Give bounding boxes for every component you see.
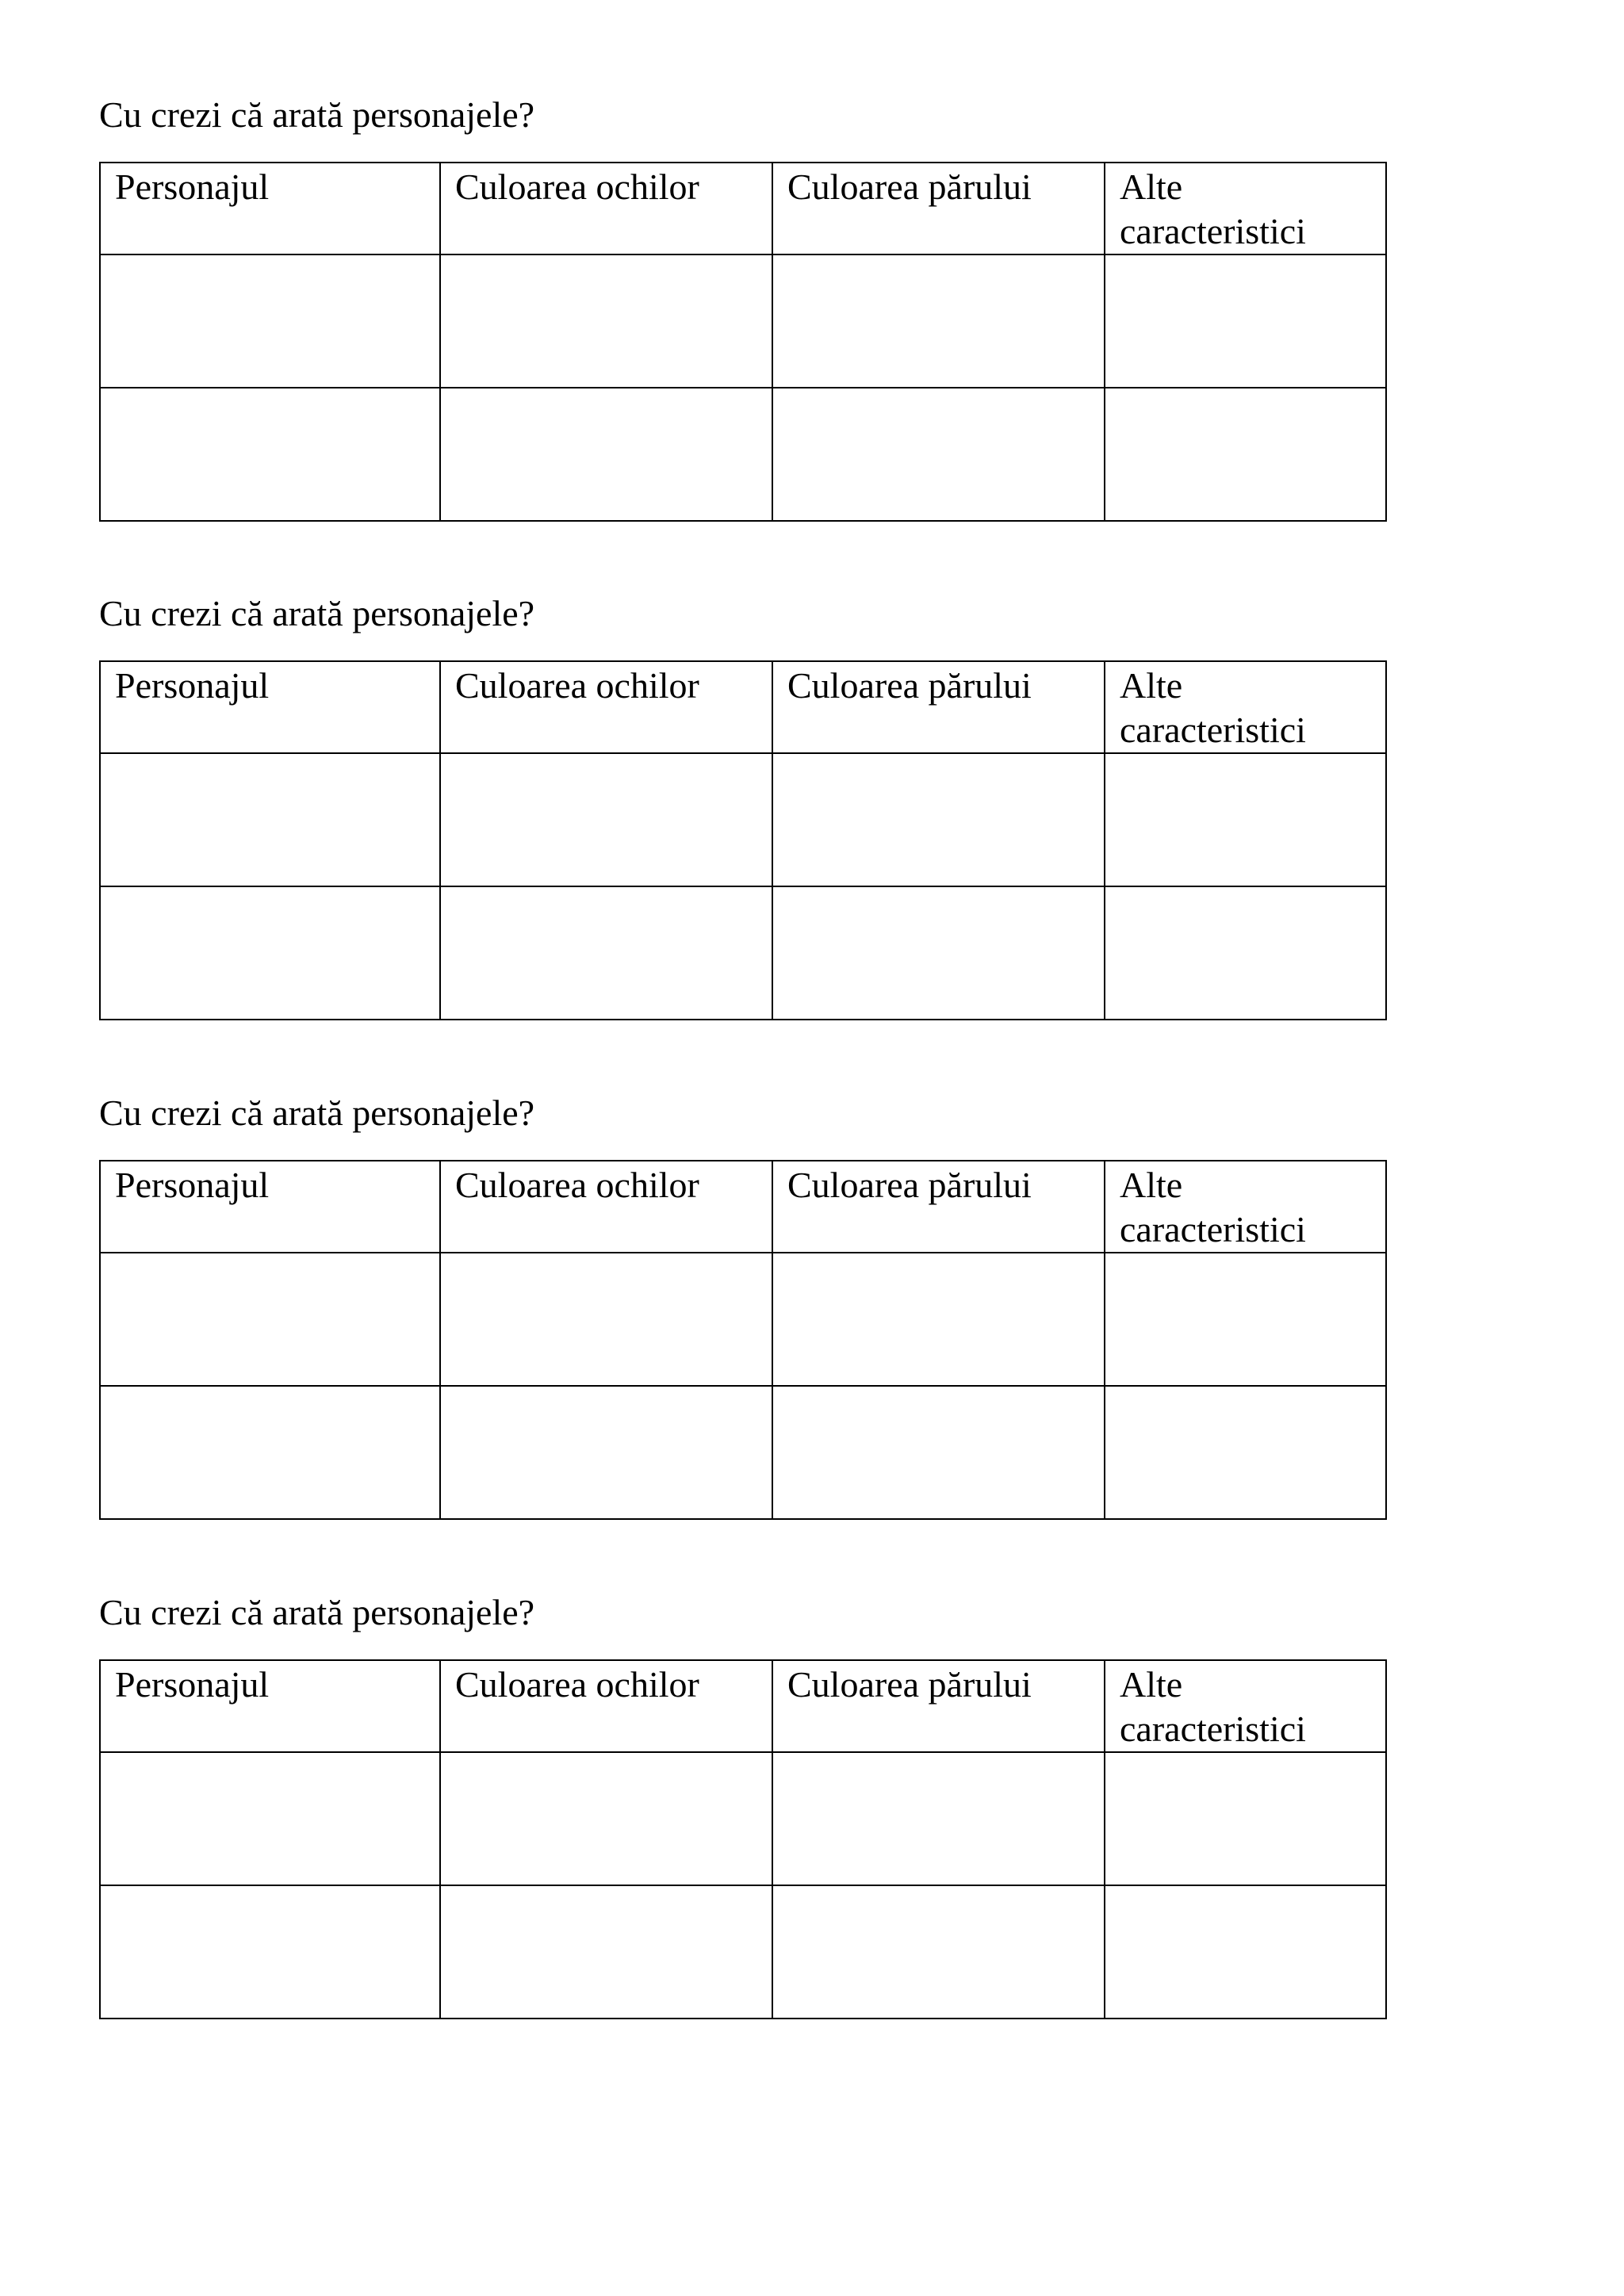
blank-cell[interactable]: [440, 753, 772, 886]
table-row: [100, 1253, 1386, 1386]
header-personajul: Personajul: [115, 1165, 270, 1205]
header-culoarea-parului: Culoarea părului: [787, 1165, 1032, 1205]
header-culoarea-ochilor: Culoarea ochilor: [455, 1165, 699, 1205]
header-culoarea-parului: Culoarea părului: [787, 166, 1032, 207]
header-cell: [440, 1660, 772, 1752]
blank-cell[interactable]: [1105, 388, 1386, 521]
header-cell: [100, 163, 440, 254]
header-alte-caracteristici: Alte caracteristici: [1120, 1165, 1306, 1249]
section-title: Cu crezi că arată personajele?: [99, 1093, 535, 1133]
header-cell: [772, 1660, 1105, 1752]
header-cell: [440, 163, 772, 254]
header-personajul: Personajul: [115, 166, 270, 207]
blank-cell[interactable]: [100, 1386, 440, 1519]
table-header-row: [100, 163, 1386, 254]
header-cell: [772, 1161, 1105, 1253]
blank-cell[interactable]: [1105, 1253, 1386, 1386]
header-culoarea-parului: Culoarea părului: [787, 665, 1032, 706]
header-alte-caracteristici: Alte caracteristici: [1120, 1664, 1306, 1749]
blank-cell[interactable]: [100, 388, 440, 521]
table-row: [100, 886, 1386, 1020]
blank-cell[interactable]: [772, 753, 1105, 886]
section-title: Cu crezi că arată personajele?: [99, 94, 535, 135]
table-row: [100, 1386, 1386, 1519]
blank-cell[interactable]: [440, 254, 772, 388]
blank-cell[interactable]: [100, 1885, 440, 2019]
header-cell: [440, 661, 772, 753]
table-header-row: [100, 1660, 1386, 1752]
header-alte-caracteristici: Alte caracteristici: [1120, 665, 1306, 750]
character-table: [99, 162, 1387, 522]
blank-cell[interactable]: [100, 254, 440, 388]
blank-cell[interactable]: [100, 1253, 440, 1386]
blank-cell[interactable]: [772, 1752, 1105, 1885]
blank-cell[interactable]: [440, 886, 772, 1020]
header-culoarea-parului: Culoarea părului: [787, 1664, 1032, 1705]
blank-cell[interactable]: [772, 388, 1105, 521]
header-cell: [100, 1660, 440, 1752]
table-row: [100, 1885, 1386, 2019]
header-cell: [440, 1161, 772, 1253]
section-title: Cu crezi că arată personajele?: [99, 1592, 535, 1632]
header-personajul: Personajul: [115, 1664, 270, 1705]
blank-cell[interactable]: [440, 1752, 772, 1885]
blank-cell[interactable]: [440, 1253, 772, 1386]
header-cell: [100, 661, 440, 753]
header-cell: [1105, 661, 1386, 753]
character-table: [99, 1160, 1387, 1520]
blank-cell[interactable]: [100, 753, 440, 886]
blank-cell[interactable]: [1105, 1752, 1386, 1885]
blank-cell[interactable]: [440, 388, 772, 521]
header-culoarea-ochilor: Culoarea ochilor: [455, 665, 699, 706]
header-cell: [1105, 1161, 1386, 1253]
header-cell: [772, 163, 1105, 254]
table-row: [100, 753, 1386, 886]
blank-cell[interactable]: [440, 1386, 772, 1519]
blank-cell[interactable]: [772, 886, 1105, 1020]
blank-cell[interactable]: [772, 1386, 1105, 1519]
header-cell: [1105, 1660, 1386, 1752]
header-cell: [100, 1161, 440, 1253]
header-cell: [772, 661, 1105, 753]
blank-cell[interactable]: [100, 886, 440, 1020]
blank-cell[interactable]: [1105, 1386, 1386, 1519]
blank-cell[interactable]: [100, 1752, 440, 1885]
character-table: [99, 1659, 1387, 2019]
blank-cell[interactable]: [1105, 254, 1386, 388]
blank-cell[interactable]: [1105, 1885, 1386, 2019]
header-alte-caracteristici: Alte caracteristici: [1120, 166, 1306, 251]
header-culoarea-ochilor: Culoarea ochilor: [455, 1664, 699, 1705]
table-header-row: [100, 661, 1386, 753]
header-culoarea-ochilor: Culoarea ochilor: [455, 166, 699, 207]
table-row: [100, 1752, 1386, 1885]
header-cell: [1105, 163, 1386, 254]
table-row: [100, 254, 1386, 388]
table-header-row: [100, 1161, 1386, 1253]
blank-cell[interactable]: [772, 1253, 1105, 1386]
blank-cell[interactable]: [1105, 753, 1386, 886]
header-personajul: Personajul: [115, 665, 270, 706]
character-table: [99, 660, 1387, 1020]
blank-cell[interactable]: [772, 1885, 1105, 2019]
table-row: [100, 388, 1386, 521]
section-title: Cu crezi că arată personajele?: [99, 593, 535, 633]
blank-cell[interactable]: [440, 1885, 772, 2019]
blank-cell[interactable]: [1105, 886, 1386, 1020]
blank-cell[interactable]: [772, 254, 1105, 388]
